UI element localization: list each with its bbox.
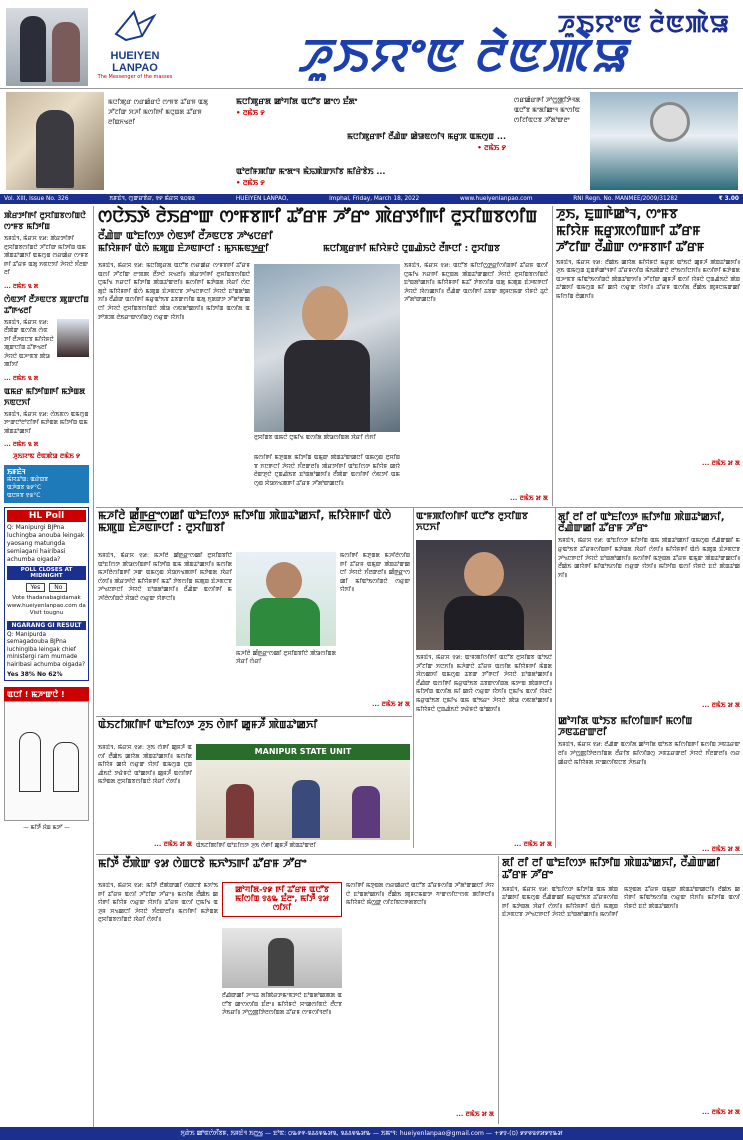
cartoon-figure <box>19 732 41 792</box>
continued-link[interactable]: ... ꯂꯃꯥꯏ ꯲ ꯗ <box>4 374 39 382</box>
photo-figure <box>52 22 80 82</box>
masthead <box>0 0 743 88</box>
top-right-blurb: ꯁꯔꯀꯥꯔꯒꯤ ꯍꯣꯁ꯭ꯄꯤꯇꯥꯜꯗ ꯑꯅꯧꯕ ꯃꯦꯗꯤꯀꯦꯜ ꯃꯦꯁꯤꯟ ꯁꯤꯖꯤꯟꯅꯕ ꯍꯧꯗꯣꯛꯂꯦ <box>514 96 581 124</box>
continued-link[interactable]: ... ꯂꯃꯥꯏ ꯷ ꯗ <box>509 494 548 502</box>
photo-figure <box>226 784 254 838</box>
top-headline-text: ꯃꯅꯤꯄꯨꯔꯗ ꯀꯣꯚꯤꯗ ꯑꯅꯧꯕ ꯀꯦꯁ ꯐꯪꯗꯦ <box>236 97 358 106</box>
top-headline[interactable] <box>236 130 506 153</box>
story-text: ꯏꯝꯐꯥꯜ, ꯃꯥꯔꯆ ꯱꯷: ꯃꯤꯇꯩ ꯂꯩꯄꯥꯛꯀꯤ ꯁꯥꯡꯅꯕꯥ ꯃꯈꯣꯏꯒꯤ ꯊꯧꯔꯝ ꯑꯁꯤ ꯍꯧꯖꯤꯛ ꯍꯧꯔꯦ꯫ ꯃꯁꯤꯗ ꯂꯩꯀꯥꯏ ꯀꯌꯥꯒꯤ ꯃꯤꯌꯥꯝ ꯁꯔꯨꯛ ꯌꯥꯈꯤ꯫ ꯊꯧꯔꯝ ꯑꯁꯤ ꯅꯨꯃꯤꯠ ꯑꯍꯨꯝ ꯆꯠꯀꯅꯤ ꯍꯥꯌꯅꯥ ꯈꯪꯂꯛꯂꯤ꯫ ꯃꯁꯤꯒꯤ ꯃꯇꯥꯡꯗ ꯂꯨꯆꯤꯡꯕꯁꯤꯡꯅꯥ ꯋꯥꯔꯤ ꯁꯥꯈꯤ꯫ <box>98 883 218 924</box>
photo-figure <box>20 16 46 82</box>
logo-name-line1: HUEIYEN <box>110 50 160 62</box>
continued-link[interactable]: ... ꯂꯃꯥꯏ ꯷ ꯗ <box>701 701 740 710</box>
photo-figure <box>352 786 380 838</box>
story-text: ꯏꯝꯐꯥꯜ, ꯃꯥꯔꯆ ꯱꯷: ꯑꯦꯝꯄꯤꯁꯤꯒꯤ ꯑꯅꯧꯕ ꯂꯨꯆꯤꯡꯕ ꯑꯣꯏꯅꯥ ꯍꯧꯖꯤꯛ ꯈꯅꯈꯤ꯫ ꯃꯍꯥꯛꯅꯥ ꯊꯧꯔꯝ ꯑꯁꯤꯗ ꯃꯤꯌꯥꯝꯒꯤ ꯃꯥꯡꯗ ꯋꯥꯁꯀꯈꯤ ꯑꯃꯁꯨꯡ ꯊꯕꯛ ꯇꯧꯒꯅꯤ ꯍꯥꯌꯅꯥ ꯐꯣꯡꯗꯣꯀꯈꯤ꯫ ꯂꯩꯉꯥꯛ ꯑꯁꯤꯒꯤ ꯃꯔꯨꯑꯣꯏꯕ ꯊꯕꯛꯁꯤꯡꯗ ꯃꯇꯦꯡ ꯄꯥꯡꯒꯅꯤ꯫ ꯃꯤꯇꯤꯡ ꯑꯁꯤꯗ ꯃꯤ ꯀꯌꯥ ꯁꯔꯨꯛ ꯌꯥꯈꯤ꯫ ꯅꯨꯃꯤꯠ ꯑꯁꯤ ꯌꯥꯝꯅꯥ ꯃꯔꯨꯑꯣꯏꯕ ꯅꯨꯃꯤꯠ ꯑꯃ ꯑꯣꯏꯔꯦ ꯍꯥꯌꯅꯥ ꯄꯥꯎ ꯁꯟꯗꯣꯀꯈꯤ꯫ ꯃꯤꯌꯥꯝꯅꯥ ꯅꯨꯡꯉꯥꯏꯅꯥ ꯇꯔꯥꯝꯅꯥ ꯑꯣꯀꯈꯤ꯫ <box>416 655 552 713</box>
story-headline[interactable]: ꯃꯤꯇꯩ ꯂꯩꯄꯥꯛ ꯱꯷ ꯁꯥꯡꯅꯕꯥ ꯃꯈꯣꯏꯒꯤ ꯊꯧꯔꯝ ꯍꯧꯔꯦ <box>98 857 307 870</box>
continued-link[interactable]: ... ꯂꯃꯥꯏ ꯷ ꯗ <box>371 700 410 708</box>
lead-story-text: ꯏꯝꯐꯥꯜ, ꯃꯥꯔꯆ ꯱꯷: ꯑꯅꯧꯕ ꯃꯤꯅꯤꯁ꯭ꯇ꯭ꯔꯤꯁꯤꯡꯒꯤ ꯊꯧꯔꯝ ꯑꯁꯤ ꯅꯨꯃꯤꯠ ꯈꯔꯒꯤ ꯃꯅꯨꯡꯗ ꯄꯥꯡꯊꯣꯛꯀꯅꯤ ꯍꯥꯌꯅꯥ ꯂꯨꯆꯤꯡꯕꯁꯤꯡꯅꯥ ꯐꯣꯡꯗꯣꯀꯈꯤ꯫ ꯃꯤꯌꯥꯝꯒꯤ ꯃꯊꯧ ꯇꯥꯕꯁꯤꯡ ꯑꯗꯨ ꯃꯄꯨꯡ ꯐꯥꯍꯟꯒꯅꯤ ꯍꯥꯌꯅꯥ ꯋꯥꯁꯀꯈꯤ꯫ ꯂꯩꯉꯥꯛ ꯑꯁꯤꯒꯤ ꯊꯕꯛ ꯄꯨꯝꯅꯃꯛ ꯌꯥꯝꯅꯥ ꯊꯨꯅꯥ ꯍꯧꯗꯣꯛꯀꯅꯤ꯫ <box>404 263 548 304</box>
story-bottom-right <box>502 858 740 1117</box>
story-photo <box>416 540 552 650</box>
masthead-photo <box>6 8 88 86</box>
masthead-title-main: ꯍꯨꯏꯌꯦꯟ ꯂꯥꯟꯄꯥꯎ <box>297 30 628 81</box>
cartoon-caption: — ꯃꯤꯇꯩ ꯆꯥꯡ ꯃꯇꯧ — <box>23 825 70 831</box>
photo-face <box>464 552 504 596</box>
continued-link[interactable]: ... ꯂꯃꯥꯏ ꯲ ꯗ <box>4 441 39 448</box>
paper-name: HUEIYEN LANPAO, <box>235 196 289 202</box>
weather-box <box>4 465 89 503</box>
photo-figure <box>292 780 320 838</box>
poll-closes-notice: POLL CLOSES AT MIDNIGHT <box>7 566 86 580</box>
logo-name-line2: LANPAO <box>112 62 158 74</box>
top-headline-page: • ꯂꯃꯥꯏ ꯸ <box>477 144 506 152</box>
right-top-story <box>556 208 740 468</box>
info-bar <box>0 194 743 204</box>
lead-subheadline: ꯂꯩꯉꯥꯛ ꯑꯣꯐꯤꯁꯇ ꯁꯥꯟꯇꯤ ꯂꯩꯍꯟꯅꯕ ꯍꯣꯠꯅꯔꯤ <box>98 231 273 243</box>
continued-link[interactable]: ... ꯂꯃꯥꯏ ꯷ ꯗ <box>455 1110 494 1118</box>
story-photo-caption: ꯑꯥꯏꯖꯤꯄꯤꯒꯤ ꯑꯣꯐꯤꯁꯇ ꯍꯨꯏ ꯁꯥꯒꯤ ꯀꯨꯝꯍꯩ ꯄꯥꯡꯊꯣꯛꯂꯤ <box>196 843 316 849</box>
story-headline[interactable]: ꯗꯤ ꯂꯤ ꯂꯤ ꯑꯣꯐꯤꯁꯇ ꯃꯤꯇꯤꯡ ꯄꯥꯡꯊꯣꯀꯈꯤ, ꯂꯩꯉꯥꯛꯀꯤ ꯊꯧꯔꯝ ꯍꯧꯔꯦ <box>502 857 720 881</box>
story-photo <box>236 552 336 646</box>
lead-subheadline: ꯃꯅꯤꯄꯨꯔꯒꯤ ꯃꯤꯌꯥꯝꯅꯥ ꯅꯨꯡꯉꯥꯏꯅꯥ ꯂꯩꯒꯅꯤ : ꯂꯨꯆꯤꯡꯕ <box>323 244 500 255</box>
price: ₹ 3.00 <box>718 196 739 202</box>
left-headline[interactable]: ꯑꯃꯔ ꯃꯤꯇꯤꯡꯒꯤ ꯃꯇꯥꯡꯗ ꯈꯟꯅꯈꯤ <box>4 386 86 407</box>
story-right-middle <box>558 512 740 710</box>
poll-title: HL Poll <box>7 510 86 522</box>
weather-max: ꯑꯍꯥꯡꯕ ꯲꯸°C <box>7 484 42 491</box>
cartoon-figure <box>53 742 79 792</box>
continued-link[interactable]: ... ꯂꯃꯥꯏ ꯷ ꯗ <box>701 1107 740 1116</box>
photo-figure <box>284 340 370 432</box>
photo-figure <box>36 110 74 188</box>
story-mahila-congress <box>98 510 410 539</box>
section-rule <box>96 854 743 855</box>
photo-figure <box>250 598 320 646</box>
medical-equipment-shape <box>650 102 690 142</box>
left-story-text: ꯏꯝꯐꯥꯜ, ꯃꯥꯔꯆ ꯱꯷: ꯁꯥꯏꯟꯁ ꯑꯃꯁꯨꯡ ꯇꯦꯛꯅꯣꯂꯣꯖꯤꯒꯤ ꯃꯇꯥꯡꯗ ꯃꯤꯇꯤꯡ ꯑꯃ ꯄꯥꯡꯊꯣꯀꯈꯤ <box>4 411 89 435</box>
lead-headline[interactable]: ꯁꯅꯥꯏꯇꯥ ꯂꯥꯏꯔꯦꯛ ꯁꯦꯝꯕꯒꯤ ꯊꯧꯔꯝ ꯍꯧꯔꯦ ꯄꯥꯔꯇꯤꯒꯤ ꯂꯨꯆꯤꯡꯕꯁꯤꯡ <box>98 207 538 227</box>
poll-box <box>4 507 89 681</box>
story-photo <box>196 744 410 840</box>
poll-no-option[interactable]: No <box>49 583 67 592</box>
lead-story-text: ꯃꯁꯤꯒꯤ ꯃꯇꯨꯡꯗ ꯃꯤꯇꯤꯡ ꯑꯃꯨꯛ ꯄꯥꯡꯊꯣꯛꯀꯅꯤ ꯑꯃꯁꯨꯡ ꯂꯨꯆꯤꯡꯕ ꯈꯅꯒꯅꯤ ꯍꯥꯌꯅꯥ ꯈꯪꯂꯛꯂꯤ꯫ ꯄꯥꯔꯇꯤꯒꯤ ꯑꯣꯐꯤꯁꯇ ꯃꯤꯌꯥꯝ ꯀꯌꯥ ꯂꯥꯛꯇꯨꯅꯥ ꯅꯨꯡꯉꯥꯏꯕ ꯐꯣꯡꯗꯣꯀꯈꯤ꯫ ꯂꯩꯄꯥꯛ ꯑꯁꯤꯒꯤ ꯁꯥꯟꯇꯤ ꯑꯃꯁꯨꯡ ꯆꯥꯎꯈꯠꯄꯒꯤ ꯊꯧꯔꯝ ꯍꯧꯗꯣꯛꯀꯅꯤ꯫ <box>254 455 400 487</box>
place-date: Imphal, Friday, March 18, 2022 <box>329 196 420 202</box>
top-headlines <box>236 95 506 200</box>
result-title: NGARANG GI RESULT <box>7 621 86 630</box>
left-headline[interactable]: ꯄꯥꯔꯇꯤꯒꯤ ꯂꯨꯆꯤꯡꯕꯁꯤꯡꯅꯥ ꯁꯦꯝꯕ ꯃꯤꯇꯤꯡ <box>4 211 86 231</box>
photo-figure <box>268 938 294 986</box>
lead-story-text: ꯏꯝꯐꯥꯜ, ꯃꯥꯔꯆ ꯱꯷: ꯃꯅꯤꯄꯨꯔꯗ ꯑꯅꯧꯕ ꯁꯔꯀꯥꯔ ꯁꯦꯝꯕꯒꯤ ꯊꯧꯔꯝ ꯑꯁꯤ ꯍꯧꯖꯤꯛ ꯂꯦꯞꯄ ꯂꯩꯇꯅꯥ ꯆꯠꯂꯤ꯫ ꯄꯥꯔꯇꯤꯒꯤ ꯂꯨꯆꯤꯡꯕꯁꯤꯡꯅꯥ ꯅꯨꯃꯤꯠ ꯈꯔꯅꯤ ꯃꯤꯇꯤꯡ ꯄꯥꯡꯊꯣꯛꯂꯤ꯫ ꯃꯁꯤꯒꯤ ꯃꯇꯥꯡꯗ ꯋꯥꯔꯤ ꯁꯥꯅꯗꯨꯅꯥ ꯃꯤꯌꯥꯝꯒꯤ ꯑꯥꯁꯥ ꯃꯄꯨꯡ ꯐꯥꯍꯟꯅꯕ ꯍꯣꯠꯅꯒꯅꯤ ꯍꯥꯌꯅꯥ ꯐꯣꯡꯗꯣꯀꯈꯤ꯫ ꯂꯩꯉꯥꯛ ꯑꯁꯤꯒꯤ ꯃꯔꯨꯑꯣꯏꯕ ꯊꯕꯛꯁꯤꯡ ꯑꯗꯨ ꯈꯨꯗꯛꯇ ꯍꯧꯗꯣꯛꯀꯅꯤ ꯍꯥꯌꯅꯥ ꯂꯨꯆꯤꯡꯕꯁꯤꯡꯅꯥ ꯄꯥꯎ ꯁꯟꯗꯣꯀꯈꯤ꯫ ꯃꯤꯇꯤꯡ ꯑꯁꯤꯗ ꯑꯇꯣꯞꯄ ꯂꯥꯏꯔꯦꯛꯁꯤꯡꯁꯨ ꯁꯔꯨꯛ ꯌꯥꯈꯤ꯫ <box>98 263 250 321</box>
paper-logo <box>92 6 178 82</box>
left-column <box>0 206 94 1140</box>
story-covid-count <box>558 716 740 854</box>
covid-box-headline: ꯀꯣꯚꯤꯗ-꯱꯹ ꯒꯤ ꯊꯧꯔꯝ ꯑꯅꯧꯕ ꯃꯤꯁꯤꯡ ꯱꯴꯳ ꯐꯪꯂꯦ, ꯃꯤꯇꯩ ꯱꯷ ꯁꯤꯈꯤ <box>234 885 329 912</box>
top-headline-text: ꯑꯣꯂꯤꯝꯄꯤꯛ ꯃꯦꯗꯦꯜ ꯃꯥꯢꯄꯥꯛꯈꯤꯕ ꯃꯤꯔꯥꯕꯥꯏ ... <box>236 167 386 176</box>
column-rule <box>413 508 414 848</box>
logo-tagline: The Messenger of the masses <box>97 74 173 80</box>
weather-title: ꯏꯝꯐꯥꯜ <box>7 468 26 476</box>
story-meitei <box>98 858 494 874</box>
continued-link[interactable]: ... ꯂꯃꯥꯏ ꯷ ꯗ <box>701 845 740 854</box>
top-headline-text: ꯃꯅꯤꯄꯨꯔꯒꯤ ꯂꯩꯉꯥꯛ ꯀꯥꯎꯟꯁꯤꯜ ꯃꯔꯨꯞ ꯑꯃꯁꯨꯡ ... <box>347 132 506 141</box>
top-right-photo <box>590 92 738 190</box>
top-headline[interactable] <box>236 95 506 118</box>
story-text: ꯃꯁꯤꯒꯤ ꯃꯇꯨꯡꯗ ꯁꯔꯀꯥꯔꯅꯥ ꯑꯅꯧꯕ ꯊꯧꯔꯝꯁꯤꯡ ꯍꯧꯗꯣꯛꯀꯅꯤ ꯍꯥꯌꯅꯥ ꯐꯣꯡꯗꯣꯀꯈꯤ꯫ ꯂꯩꯀꯥꯏ ꯄꯨꯝꯅꯃꯛꯇ ꯚꯦꯛꯁꯤꯅꯦꯁꯟ ꯄꯤꯒꯅꯤ꯫ ꯃꯤꯌꯥꯝꯅꯥ ꯃꯥꯁ꯭ꯛ ꯁꯤꯖꯤꯟꯅꯒꯗꯕꯅꯤ꯫ <box>346 883 494 907</box>
column-rule <box>552 206 553 506</box>
left-story-text: ꯏꯝꯐꯥꯜ, ꯃꯥꯔꯆ ꯱꯷: ꯄꯥꯔꯇꯤꯒꯤ ꯂꯨꯆꯤꯡꯕꯁꯤꯡꯅꯥ ꯍꯧꯖꯤꯛ ꯃꯤꯇꯤꯡ ꯑꯃ ꯄꯥꯡꯊꯣꯀꯈꯤ ꯑꯃꯁꯨꯡ ꯁꯔꯀꯥꯔ ꯁꯦꯝꯕꯒꯤ ꯊꯧꯔꯝ ꯑꯗꯨ ꯈꯟꯅꯈꯤ ꯍꯥꯌꯅꯥ ꯈꯪꯂꯛꯂꯤ <box>4 236 89 276</box>
poll-options <box>7 583 86 592</box>
footer-bar: ꯈꯨꯔꯥꯏ ꯀꯣꯟꯁꯥꯈꯩꯕꯝ, ꯏꯝꯐꯥꯜ ꯏꯁ꯭ꯠ — ꯐꯣꯟ: ꯰꯳꯸꯵-꯲꯴꯴꯶꯳꯷꯲, ꯲꯴꯴꯶꯳꯷꯳ — ꯏꯃꯦꯜ: hueiyenlanpao@gmail.com — +꯹꯱-(꯰) ꯹꯸꯶꯲꯸꯷꯹꯱꯳꯷ <box>0 1127 743 1140</box>
story-headline[interactable]: ꯀꯣꯚꯤꯗ ꯑꯣꯏꯕ ꯃꯤꯁꯤꯡꯒꯤ ꯃꯁꯤꯡ ꯍꯟꯊꯔꯛꯂꯤ <box>558 716 693 739</box>
top-headline-page: • ꯂꯃꯥꯏ ꯸ <box>236 179 265 187</box>
weather-min: ꯑꯅꯝꯕ ꯱꯲°C <box>7 492 41 499</box>
masthead-title-top: ꯍꯨꯏꯌꯦꯟ ꯂꯥꯟꯄꯥꯎ <box>557 12 730 38</box>
left-headline[interactable]: ꯁꯥꯟꯇꯤ ꯂꯩꯍꯟꯅꯕ ꯄꯨꯛꯅꯤꯡ ꯊꯧꯒꯠꯂꯤ <box>4 294 89 315</box>
story-text: ꯏꯝꯐꯥꯜ, ꯃꯥꯔꯆ ꯱꯷: ꯂꯩꯉꯥꯛ ꯑꯁꯤꯗ ꯀꯣꯚꯤꯗ ꯑꯣꯏꯕ ꯃꯤꯁꯤꯡꯒꯤ ꯃꯁꯤꯡ ꯍꯟꯊꯔꯛꯂꯤ꯫ ꯍꯣꯁ꯭ꯄꯤꯇꯥꯂꯁꯤꯡꯗ ꯂꯩꯔꯤꯕ ꯃꯤꯁꯤꯡꯁꯨ ꯍꯟꯊꯔꯛꯂꯤ ꯍꯥꯌꯅꯥ ꯈꯪꯂꯛꯂꯤ꯫ ꯁꯔꯀꯥꯔꯅꯥ ꯃꯤꯌꯥꯝꯗ ꯆꯦꯀꯁꯤꯟꯅꯕ ꯍꯥꯏꯔꯤ꯫ <box>558 742 740 766</box>
registration-number: RNI Regn. No. MANMEE/2009/31282 <box>573 196 678 202</box>
dove-logo-icon <box>112 6 158 46</box>
result-question: Q: Manipurda semagadouba BJPna luchinglba leingak chief ministergi ram murnade hairibasi achumba oigada? <box>7 631 86 668</box>
photo-banner: MANIPUR STATE UNIT <box>196 744 410 760</box>
left-story-text: ꯏꯝꯐꯥꯜ, ꯃꯥꯔꯆ ꯱꯷: ꯂꯩꯄꯥꯛ ꯑꯁꯤꯗ ꯁꯥꯟꯇꯤ ꯂꯩꯍꯟꯅꯕ ꯃꯤꯌꯥꯝꯅꯥ ꯄꯨꯛꯅꯤꯡ ꯊꯧꯒꯠꯂꯤ ꯍꯥꯌꯅꯥ ꯑꯍꯦꯟꯕ ꯄꯥꯎ ꯄꯤꯈꯤ <box>4 319 54 368</box>
cartoon-image <box>4 701 89 821</box>
cartoon-title: ꯑꯅꯤ ! ꯃꯍꯦꯛꯅꯥ ! <box>4 687 89 701</box>
right-top-story-text: ꯏꯝꯐꯥꯜ, ꯃꯥꯔꯆ ꯱꯷: ꯂꯩꯀꯥꯏ ꯀꯌꯥꯗ ꯃꯤꯌꯥꯝꯅꯥ ꯃꯔꯨꯞ ꯑꯣꯏꯅꯥ ꯀꯨꯝꯍꯩ ꯄꯥꯡꯊꯣꯀꯈꯤ꯫ ꯍꯨꯏ ꯑꯃꯁꯨꯡ ꯐꯨꯡꯒꯥꯀꯣꯜꯒꯤ ꯊꯧꯔꯝꯁꯤꯡ ꯃꯥꯏꯄꯥꯛꯅꯥ ꯂꯣꯏꯁꯤꯅꯈꯤ꯫ ꯃꯁꯤꯒꯤ ꯃꯇꯥꯡꯗ ꯑꯍꯦꯟꯕ ꯃꯤꯑꯣꯏꯁꯤꯡꯅꯥ ꯄꯥꯡꯊꯣꯛꯈꯤ꯫ ꯍꯧꯖꯤꯛ ꯀꯨꯝꯍꯩ ꯑꯁꯤ ꯌꯥꯝꯅꯥ ꯅꯨꯡꯉꯥꯏꯅꯥ ꯄꯥꯡꯊꯣꯀꯈꯤ ꯑꯃꯁꯨꯡ ꯃꯤ ꯀꯌꯥ ꯁꯔꯨꯛ ꯌꯥꯈꯤ꯫ ꯊꯧꯔꯝ ꯑꯁꯤꯗ ꯂꯩꯀꯥꯏ ꯄꯨꯝꯅꯃꯛꯀꯤ ꯃꯤꯁꯤꯡ ꯂꯥꯀꯈꯤ꯫ <box>556 259 740 300</box>
poll-yes-option[interactable]: Yes <box>26 583 46 592</box>
right-top-headline-line2: ꯃꯤꯌꯥꯝ ꯃꯔꯨꯞꯁꯤꯡꯒꯤ ꯊꯧꯔꯝ <box>556 223 701 239</box>
story-headline[interactable]: ꯑꯥꯏꯖꯤꯄꯤꯒꯤ ꯑꯣꯐꯤꯁꯇ ꯍꯨꯏ ꯁꯥꯒꯤ ꯀꯨꯝꯍꯩ ꯄꯥꯡꯊꯣꯀꯈꯤ <box>98 719 318 731</box>
story-text: ꯂꯩꯉꯥꯛꯀꯤ ꯍꯦꯜꯊ ꯗꯤꯄꯥꯔꯇꯃꯦꯟꯇꯅꯥ ꯐꯣꯡꯗꯣꯀꯄꯗ ꯑꯅꯧꯕ ꯀꯦꯁꯁꯤꯡ ꯐꯪꯂꯦ꯫ ꯃꯤꯌꯥꯝꯅꯥ ꯆꯦꯀꯁꯤꯟꯅꯥ ꯂꯩꯅꯕ ꯍꯥꯏꯔꯤ꯫ ꯍꯣꯁ꯭ꯄꯤꯇꯥꯂꯁꯤꯡꯗ ꯊꯧꯔꯝ ꯁꯦꯝꯁꯤꯜꯂꯤ꯫ <box>222 993 342 1017</box>
lead-story <box>98 208 548 257</box>
date-local: ꯏꯝꯐꯥꯜ, ꯁꯨꯛꯔꯕꯥꯔ, ꯱꯸ ꯃꯥꯔꯆ ꯲꯰꯲꯲ <box>109 196 196 202</box>
story-mpcc <box>416 512 552 536</box>
story-text: ꯏꯝꯐꯥꯜ, ꯃꯥꯔꯆ ꯱꯷: ꯍꯨꯏ ꯁꯥꯒꯤ ꯀꯨꯝꯍꯩ ꯑꯁꯤ ꯂꯩꯀꯥꯏ ꯀꯌꯥꯗ ꯄꯥꯡꯊꯣꯀꯈꯤ꯫ ꯃꯁꯤꯗ ꯃꯤꯌꯥꯝ ꯀꯌꯥ ꯁꯔꯨꯛ ꯌꯥꯈꯤ ꯑꯃꯁꯨꯡ ꯅꯨꯡꯉꯥꯏꯅꯥ ꯇꯔꯥꯝꯅꯥ ꯑꯣꯀꯈꯤ꯫ ꯀꯨꯝꯍꯩ ꯑꯁꯤꯒꯤ ꯃꯇꯥꯡꯗ ꯂꯨꯆꯤꯡꯕꯁꯤꯡꯅꯥ ꯋꯥꯔꯤ ꯁꯥꯈꯤ꯫ <box>98 745 192 786</box>
result-values: Yes 38% No 62% <box>7 671 63 678</box>
covid-box <box>222 882 342 917</box>
section-rule <box>96 716 412 717</box>
continued-link[interactable]: ... ꯂꯃꯥꯏ ꯲ ꯗ <box>4 282 39 290</box>
left-story-photo <box>57 319 89 357</box>
section-rule <box>96 507 743 508</box>
page-reference[interactable]: ꯍꯨꯏꯌꯦꯟ ꯂꯥꯟꯄꯥꯎ ꯂꯃꯥꯏ ꯸ <box>12 452 81 460</box>
story-text: ꯏꯝꯐꯥꯜ, ꯃꯥꯔꯆ ꯱꯷: ꯃꯍꯤꯂꯥ ꯀꯪꯒ꯭ꯔꯦꯁꯀꯤ ꯂꯨꯆꯤꯡꯕꯤꯅꯥ ꯑꯣꯐꯤꯁꯇ ꯄꯥꯎꯁꯤꯡꯒꯤ ꯃꯤꯇꯤꯡ ꯑꯃ ꯄꯥꯡꯊꯣꯀꯈꯤ꯫ ꯃꯁꯤꯗ ꯃꯍꯤꯂꯥꯁꯤꯡꯒꯤ ꯍꯛ ꯑꯃꯁꯨꯡ ꯆꯥꯎꯈꯠꯄꯒꯤ ꯃꯇꯥꯡꯗ ꯋꯥꯔꯤ ꯁꯥꯈꯤ꯫ ꯄꯥꯔꯇꯤꯅꯥ ꯃꯤꯌꯥꯝꯒꯤ ꯃꯊꯧ ꯇꯥꯕꯁꯤꯡ ꯃꯄꯨꯡ ꯐꯥꯍꯟꯅꯕ ꯍꯣꯠꯅꯒꯅꯤ ꯍꯥꯌꯅꯥ ꯐꯣꯡꯗꯣꯀꯈꯤ꯫ ꯂꯩꯉꯥꯛ ꯑꯁꯤꯒꯤ ꯃꯍꯤꯂꯥꯁꯤꯡꯅꯥ ꯆꯥꯎꯅꯥ ꯁꯔꯨꯛ ꯌꯥꯒꯅꯤ꯫ <box>98 553 232 602</box>
story-text: ꯃꯁꯤꯒꯤ ꯃꯇꯨꯡꯗ ꯃꯍꯤꯂꯥꯁꯤꯡꯒꯤ ꯊꯧꯔꯝ ꯑꯃꯨꯛ ꯄꯥꯡꯊꯣꯛꯀꯅꯤ ꯍꯥꯌꯅꯥ ꯈꯪꯂꯛꯂꯤ꯫ ꯀꯪꯒ꯭ꯔꯦꯁꯀꯤ ꯃꯤꯑꯣꯏꯁꯤꯡꯅꯥ ꯁꯔꯨꯛ ꯌꯥꯈꯤ꯫ <box>340 553 410 594</box>
right-top-headline-line3: ꯍꯧꯖꯤꯛ ꯂꯩꯉꯥꯛ ꯁꯦꯝꯕꯒꯤ ꯊꯧꯔꯝ <box>556 240 705 255</box>
story-igp <box>98 720 410 736</box>
continued-link[interactable]: ... ꯂꯃꯥꯏ ꯷ ꯗ <box>701 458 740 467</box>
top-strip <box>0 88 743 194</box>
top-left-photo <box>6 92 104 190</box>
photo-figure <box>444 596 524 650</box>
lead-photo-caption: ꯂꯨꯆꯤꯡꯕ ꯑꯃꯅꯥ ꯅꯨꯃꯤꯠ ꯑꯁꯤꯗ ꯄꯥꯎꯁꯤꯡꯗ ꯋꯥꯔꯤ ꯁꯥꯈꯤ <box>254 435 376 441</box>
top-headline-page: • ꯂꯃꯥꯏ ꯸ <box>236 109 265 117</box>
story-headline[interactable]: ꯃꯍꯤꯂꯥ ꯀꯪꯒ꯭ꯔꯦꯁꯀꯤ ꯑꯣꯐꯤꯁꯇ ꯃꯤꯇꯤꯡ ꯄꯥꯡꯊꯣꯀꯈꯤ, ꯃꯤꯌꯥꯝꯒꯤ ꯑꯥꯁꯥ ꯃꯄꯨꯡ ꯐꯥꯍꯟꯒꯅꯤ : ꯂꯨꯆꯤꯡꯕꯤ <box>98 509 392 535</box>
story-photo <box>222 928 342 988</box>
right-top-headline[interactable]: ꯍꯨꯏ, ꯐꯨꯡꯒꯥꯀꯣꯜ, ꯁꯦꯝꯕ <box>556 207 678 222</box>
website-link[interactable]: www.hueiyenlanpao.com <box>460 196 533 202</box>
story-headline[interactable]: ꯑꯦꯝꯄꯤꯁꯤꯒꯤ ꯑꯅꯧꯕ ꯂꯨꯆꯤꯡꯕ ꯈꯅꯈꯤ <box>416 511 528 533</box>
story-text: ꯏꯝꯐꯥꯜ, ꯃꯥꯔꯆ ꯱꯷: ꯑꯣꯐꯤꯁꯇ ꯃꯤꯇꯤꯡ ꯑꯃ ꯄꯥꯡꯊꯣꯀꯈꯤ ꯑꯃꯁꯨꯡ ꯂꯩꯉꯥꯛꯀꯤ ꯃꯔꯨꯑꯣꯏꯕ ꯊꯧꯔꯝꯁꯤꯡꯒꯤ ꯃꯇꯥꯡꯗ ꯋꯥꯔꯤ ꯁꯥꯈꯤ꯫ ꯃꯤꯌꯥꯝꯒꯤ ꯑꯥꯁꯥ ꯃꯄꯨꯡ ꯐꯥꯍꯟꯅꯕ ꯍꯣꯠꯅꯒꯅꯤ ꯍꯥꯌꯅꯥ ꯐꯣꯡꯗꯣꯀꯈꯤ꯫ ꯃꯁꯤꯒꯤ ꯃꯇꯨꯡꯗ ꯊꯧꯔꯝ ꯑꯃꯨꯛ ꯄꯥꯡꯊꯣꯛꯀꯅꯤ꯫ ꯂꯩꯀꯥꯏ ꯀꯌꯥꯒꯤ ꯃꯤꯑꯣꯏꯁꯤꯡ ꯁꯔꯨꯛ ꯌꯥꯈꯤ꯫ ꯃꯤꯇꯤꯡ ꯑꯁꯤ ꯌꯥꯝꯅꯥ ꯐꯅꯥ ꯄꯥꯡꯊꯣꯀꯈꯤ꯫ <box>502 886 740 919</box>
poll-vote-instructions: Vote thadanabagidamak www.hueiyenlanpao.com da Visit tougnu <box>7 595 86 616</box>
lead-subheadline: ꯃꯤꯌꯥꯝꯒꯤ ꯑꯥꯁꯥ ꯃꯄꯨꯡ ꯐꯥꯍꯟꯒꯅꯤ : ꯃꯨꯈꯃꯟꯇ꯭ꯔꯤ <box>98 244 269 255</box>
top-headline[interactable] <box>236 165 506 188</box>
story-headline[interactable]: ꯗꯤ ꯂꯤ ꯂꯤ ꯑꯣꯐꯤꯁꯇ ꯃꯤꯇꯤꯡ ꯄꯥꯡꯊꯣꯀꯈꯤ, ꯂꯩꯉꯥꯛꯀꯤ ꯊꯧꯔꯝ ꯍꯧꯔꯦ <box>558 512 725 535</box>
story-photo-caption: ꯃꯍꯤꯂꯥ ꯀꯪꯒ꯭ꯔꯦꯁꯀꯤ ꯂꯨꯆꯤꯡꯕꯤꯅꯥ ꯄꯥꯎꯁꯤꯡꯗ ꯋꯥꯔꯤ ꯁꯥꯔꯤ <box>236 651 336 665</box>
top-left-blurb: ꯃꯅꯤꯄꯨꯔ ꯁꯔꯀꯥꯔꯅꯥ ꯁꯦꯝꯕ ꯊꯧꯔꯝ ꯑꯗꯨ ꯍꯧꯖꯤꯛ ꯆꯍꯤ ꯃꯁꯤꯒꯤ ꯃꯅꯨꯡꯗ ꯊꯧꯔꯝ ꯂꯤꯡꯈꯠꯂꯤ <box>108 98 209 126</box>
column-rule <box>555 508 556 848</box>
continued-link[interactable]: ... ꯂꯃꯥꯏ ꯷ ꯗ <box>153 840 192 848</box>
column-rule <box>498 856 499 1124</box>
story-text: ꯏꯝꯐꯥꯜ, ꯃꯥꯔꯆ ꯱꯷: ꯑꯣꯐꯤꯁꯇ ꯃꯤꯇꯤꯡ ꯑꯃ ꯄꯥꯡꯊꯣꯀꯈꯤ ꯑꯃꯁꯨꯡ ꯂꯩꯉꯥꯛꯀꯤ ꯃꯔꯨꯑꯣꯏꯕ ꯊꯧꯔꯝꯁꯤꯡꯒꯤ ꯃꯇꯥꯡꯗ ꯋꯥꯔꯤ ꯁꯥꯈꯤ꯫ ꯃꯤꯌꯥꯝꯒꯤ ꯑꯥꯁꯥ ꯃꯄꯨꯡ ꯐꯥꯍꯟꯅꯕ ꯍꯣꯠꯅꯒꯅꯤ ꯍꯥꯌꯅꯥ ꯐꯣꯡꯗꯣꯀꯈꯤ꯫ ꯃꯁꯤꯒꯤ ꯃꯇꯨꯡꯗ ꯊꯧꯔꯝ ꯑꯃꯨꯛ ꯄꯥꯡꯊꯣꯛꯀꯅꯤ꯫ ꯂꯩꯀꯥꯏ ꯀꯌꯥꯒꯤ ꯃꯤꯑꯣꯏꯁꯤꯡ ꯁꯔꯨꯛ ꯌꯥꯈꯤ꯫ ꯃꯤꯇꯤꯡ ꯑꯁꯤ ꯌꯥꯝꯅꯥ ꯐꯅꯥ ꯄꯥꯡꯊꯣꯀꯈꯤ꯫ <box>558 538 740 579</box>
weather-condition: ꯃꯥꯌꯊꯣꯡ: ꯑꯔꯥꯡꯕ <box>7 476 49 483</box>
volume-issue: Vol. XIII, Issue No. 326 <box>4 196 69 202</box>
continued-link[interactable]: ... ꯂꯃꯥꯏ ꯷ ꯗ <box>513 840 552 848</box>
photo-face <box>302 286 348 342</box>
photo-face <box>266 562 302 600</box>
lead-photo <box>254 264 400 432</box>
poll-question: Q: Manipurgi BJPna luchingba anouba leingak yaosang matungda semiagani hairibasi achumba oigada? <box>7 524 85 563</box>
